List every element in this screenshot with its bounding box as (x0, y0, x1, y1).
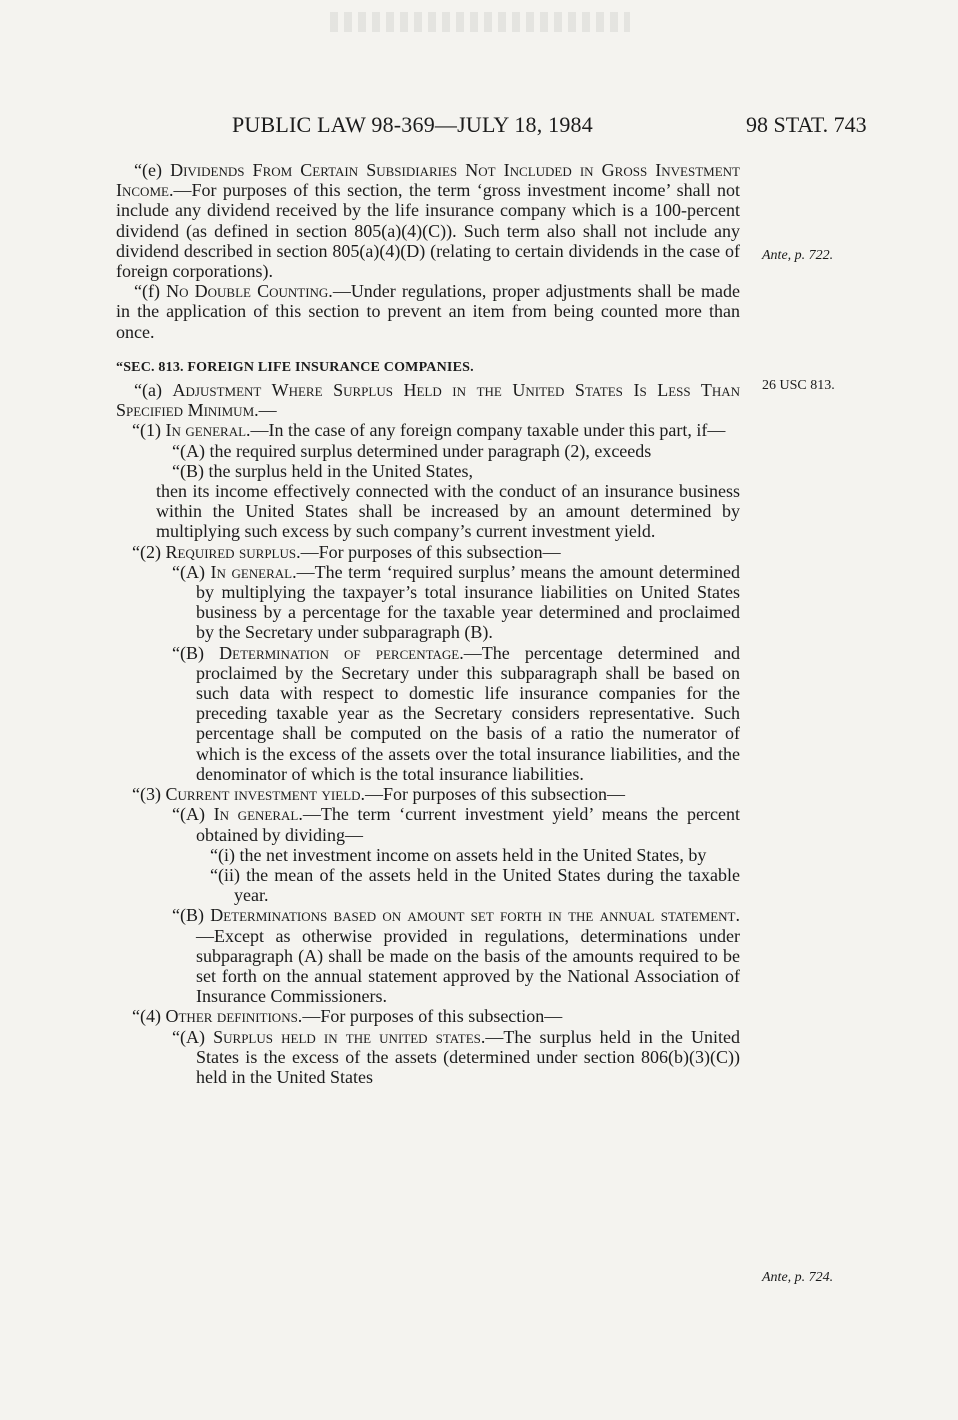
paragraph-a4: “(4) Other definitions.—For purposes of this subsection— (132, 1006, 563, 1027)
paragraph-a3: “(3) Current investment yield.—For purposes of this subsection— (132, 784, 626, 805)
subparagraph-a1A: “(A) the required surplus determined under paragraph (2), exceeds (172, 440, 652, 461)
running-head: PUBLIC LAW 98-369—JULY 18, 1984 (232, 112, 593, 137)
statute-body (116, 160, 740, 1087)
subparagraph-a4A-heading: Surplus held in the united states. (213, 1026, 486, 1047)
subparagraph-a3B-heading: Determinations based on amount set forth in the annual statement. (210, 905, 741, 926)
bleed-through-mark (330, 12, 630, 32)
paragraph-a1-heading: In general. (165, 420, 251, 441)
subparagraph-a2B: “(B) Determination of percentage.—The percentage determined and proclaimed by the Secretary under this subparagraph shall be based on such data with respect to domestic life insurance companies for the preceding taxable year as the Secretary considers representative. Such percentage shall be computed on the basis of a ratio the numerator of which is the excess of the assets over the total insurance liabilities, and the denominator of which is the total insurance liabilities. (172, 642, 741, 784)
page-header (0, 112, 958, 142)
paragraph-a4-heading: Other definitions. (165, 1006, 303, 1027)
subparagraph-a4A: “(A) Surplus held in the united states.—The surplus held in the United States is the excess of the assets (determined under section 806(b)(3)(C)) held in the United States (172, 1026, 741, 1087)
paragraph-e-heading: Dividends From Certain Subsidiaries Not Included in Gross Investment Income. (116, 160, 741, 201)
subsection-a: “(a) Adjustment Where Surplus Held in the United States Is Less Than Specified Minimum.— (116, 380, 741, 421)
subparagraph-a2A: “(A) In general.—The term ‘required surplus’ means the amount determined by multiplying the taxpayer’s total insurance liabilities on United States business by a percentage for the taxable year determined and proclaimed by the Secretary under subparagraph (B). (172, 561, 740, 643)
paragraph-a1-tail: then its income effectively connected with the conduct of an insurance business within the United States shall be increased by an amount determined by multiplying such excess by such company’s current investment yield. (156, 481, 740, 542)
paragraph-a3-heading: Current investment yield. (165, 784, 366, 805)
subparagraph-a2A-heading: In general. (210, 561, 297, 582)
subparagraph-a2B-heading: Determination of percentage. (219, 642, 464, 663)
subparagraph-a3A: “(A) In general.—The term ‘current investment yield’ means the percent obtained by dividing— (172, 804, 740, 845)
clause-a3Aii: “(ii) the mean of the assets held in the United States during the taxable year. (210, 864, 740, 906)
margin-note-ante-724: Ante, p. 724. (762, 1270, 834, 1285)
margin-note-26-usc-813: 26 USC 813. (762, 378, 835, 393)
paragraph-f-heading: No Double Counting. (166, 281, 333, 302)
paragraph-e: “(e) Dividends From Certain Subsidiaries Not Included in Gross Investment Income.—For purposes of this section, the term ‘gross investment income’ shall not include any dividend received by the life insurance company which is a 100-percent dividend (as defined in section 805(a)(4)(C)). Such term also shall not include any dividend described in section 805(a)(4)(D) (relating to certain dividends in the case of foreign corporations). (116, 160, 741, 282)
subparagraph-a1B: “(B) the surplus held in the United States, (172, 460, 473, 481)
subparagraph-a3B: “(B) Determinations based on amount set forth in the annual statement.—Except as otherwise provided in regulations, determinations under subparagraph (A) shall be made on the basis of the amounts required to be set forth on the annual statement approved by the National Association of Insurance Commissioners. (172, 905, 741, 1007)
section-title: “SEC. 813. FOREIGN LIFE INSURANCE COMPANIES. (116, 359, 474, 375)
statute-page-reference: 98 STAT. 743 (746, 112, 867, 137)
paragraph-a2: “(2) Required surplus.—For purposes of this subsection— (132, 541, 561, 562)
clause-a3Ai: “(i) the net investment income on assets held in the United States, by (210, 844, 707, 865)
subparagraph-a3A-heading: In general. (213, 804, 303, 825)
paragraph-a1: “(1) In general.—In the case of any foreign company taxable under this part, if— (132, 420, 726, 441)
paragraph-f: “(f) No Double Counting.—Under regulations, proper adjustments shall be made in the application of this section to prevent an item from being counted more than once. (116, 281, 740, 342)
subsection-a-heading: Adjustment Where Surplus Held in the United States Is Less Than Specified Minimum. (116, 380, 741, 421)
paragraph-a2-heading: Required surplus. (165, 541, 301, 562)
margin-note-ante-722: Ante, p. 722. (762, 248, 834, 263)
